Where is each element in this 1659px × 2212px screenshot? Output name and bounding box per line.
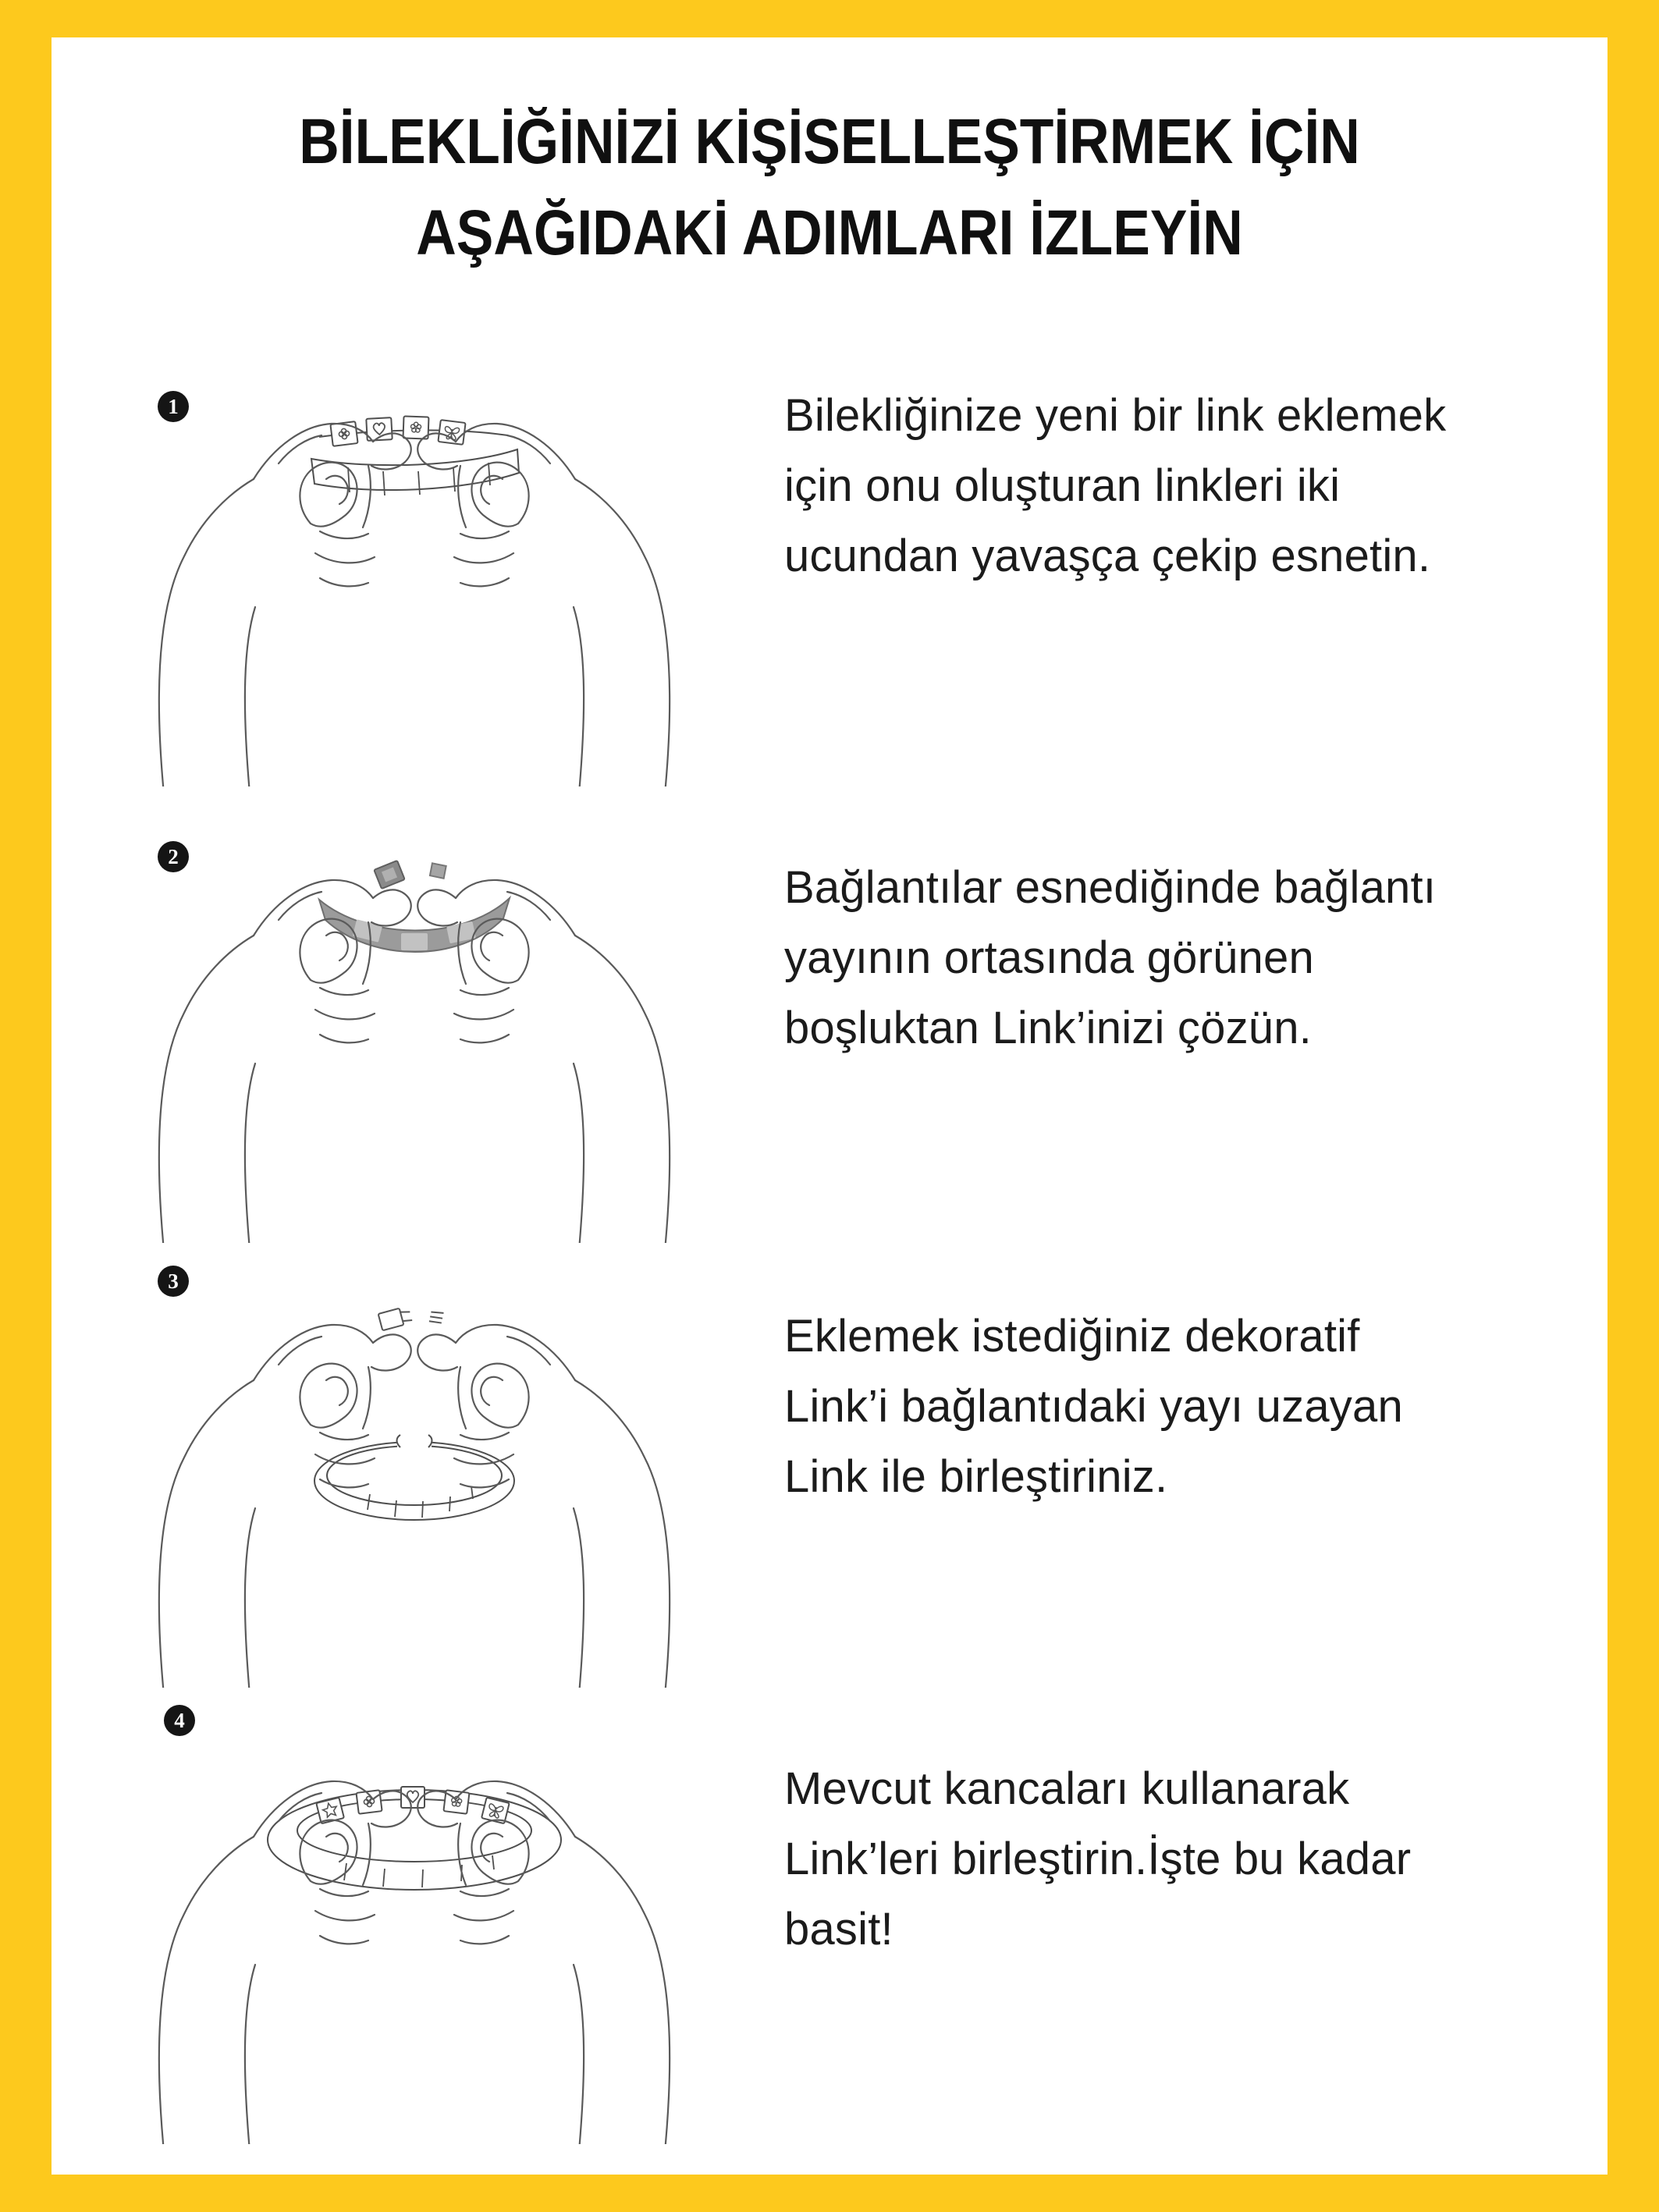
step-2-line-1: Bağlantılar esnediğinde bağlantı bbox=[784, 862, 1437, 913]
hands-joining-link-sketch bbox=[110, 1220, 719, 1688]
step-3-illustration bbox=[110, 1220, 719, 1688]
hands-holding-bracelet-sketch bbox=[110, 1676, 719, 2144]
page-title bbox=[153, 96, 1507, 279]
title-line-1: BİLEKLİĞİNİZİ KİŞİSELLEŞTİRMEK İÇİN bbox=[299, 106, 1360, 177]
instruction-page bbox=[52, 37, 1607, 2175]
step-1-line-2: için onu oluşturan linkleri iki bbox=[784, 460, 1341, 511]
step-2-illustration bbox=[110, 775, 719, 1243]
step-4-line-3: basit! bbox=[784, 1903, 893, 1955]
step-4-line-1: Mevcut kancaları kullanarak bbox=[784, 1763, 1350, 1814]
step-2-line-2: yayının ortasında görünen bbox=[784, 932, 1314, 983]
title-line-2: AŞAĞIDAKİ ADIMLARI İZLEYİN bbox=[416, 197, 1243, 269]
step-1-number: 1 bbox=[168, 394, 179, 418]
step-2-line-3: boşluktan Link’inizi çözün. bbox=[784, 1002, 1312, 1053]
step-4-text bbox=[784, 1754, 1619, 1965]
step-1-line-3: ucundan yavaşça çekip esnetin. bbox=[784, 530, 1431, 581]
hands-removing-link-sketch bbox=[110, 775, 719, 1243]
step-1-illustration bbox=[110, 318, 719, 786]
band-opening bbox=[397, 1436, 432, 1455]
step-3-line-1: Eklemek istediğiniz dekoratif bbox=[784, 1311, 1360, 1362]
step-1-text bbox=[784, 381, 1619, 591]
step-4-number: 4 bbox=[174, 1708, 185, 1732]
band-end-piece bbox=[428, 861, 448, 879]
step-3-number: 3 bbox=[168, 1269, 179, 1293]
decorative-link bbox=[378, 1306, 413, 1331]
spring-link bbox=[429, 1311, 444, 1324]
step-2-text bbox=[784, 853, 1619, 1063]
step-1-line-1: Bilekliğinize yeni bir link eklemek bbox=[784, 390, 1447, 441]
detached-link bbox=[374, 861, 404, 889]
step-3-line-2: Link’i bağlantıdaki yayı uzayan bbox=[784, 1380, 1403, 1432]
step-3-text bbox=[784, 1301, 1619, 1512]
hands-stretching-bracelet-sketch bbox=[110, 318, 719, 786]
step-2-number: 2 bbox=[168, 844, 179, 868]
step-4-line-2: Link’leri birleştirin.İşte bu kadar bbox=[784, 1833, 1412, 1884]
step-4-illustration bbox=[110, 1676, 719, 2144]
step-3-line-3: Link ile birleştiriniz. bbox=[784, 1450, 1168, 1502]
